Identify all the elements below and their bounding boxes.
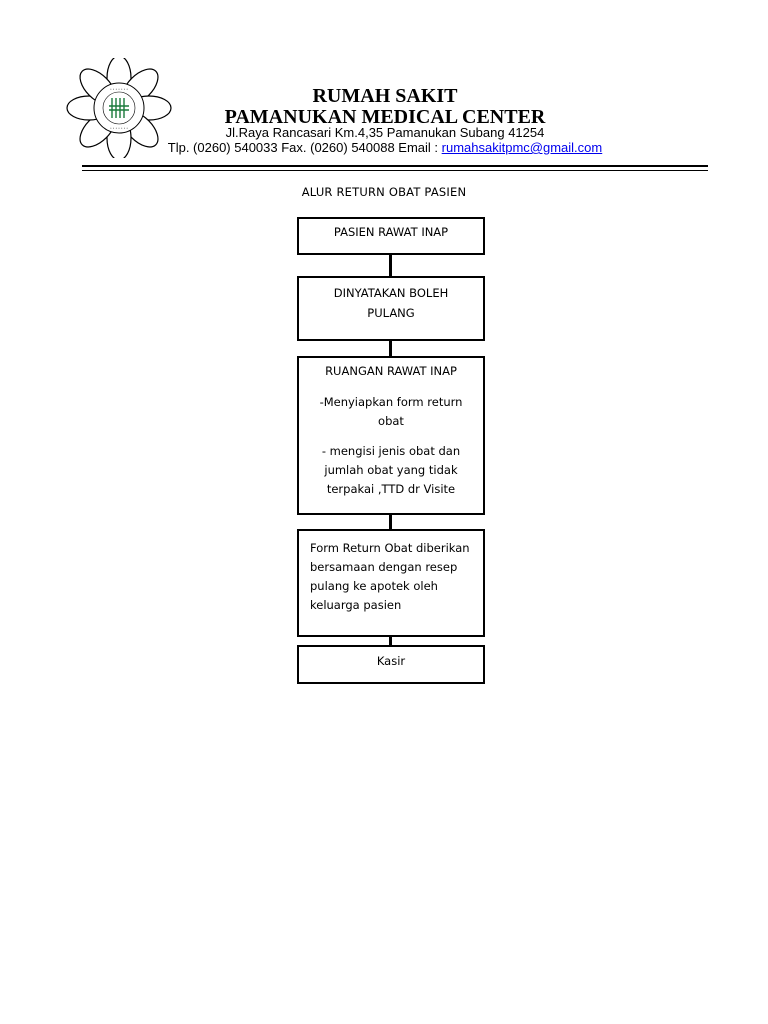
contact-prefix: Tlp. (0260) 540033 Fax. (0260) 540088 Email : [167, 140, 442, 155]
step5-label: Kasir [376, 654, 406, 668]
step4-line3: pulang ke apotek oleh [310, 579, 438, 593]
hospital-title-line1: RUMAH SAKIT [312, 85, 458, 107]
document-title: ALUR RETURN OBAT PASIEN [301, 185, 467, 199]
flow-step-kasir [297, 645, 485, 684]
flow-step-form-return-obat [297, 529, 485, 637]
step4-line2: bersamaan dengan resep [310, 560, 458, 574]
flow-step-ruangan-rawat-inap [297, 356, 485, 515]
header-rule-thin [82, 170, 708, 171]
svg-text:• • • • • • •: • • • • • • • [109, 87, 129, 91]
header-rule-thick [82, 165, 708, 167]
step3-item2-line3: terpakai ,TTD dr Visite [326, 482, 456, 496]
step2-line1: DINYATAKAN BOLEH [333, 286, 449, 300]
hospital-title-line2: PAMANUKAN MEDICAL CENTER [224, 106, 546, 128]
step3-item1-line2: obat [378, 414, 404, 428]
hospital-contact [160, 140, 610, 155]
email-link[interactable]: rumahsakitpmc@gmail.com [441, 140, 603, 155]
flow-step-pasien-rawat-inap [297, 217, 485, 255]
step3-item2-line1: - mengisi jenis obat dan [321, 444, 461, 458]
flow-step-dinyatakan-boleh-pulang [297, 276, 485, 341]
step4-line4: keluarga pasien [310, 598, 402, 612]
step4-line1: Form Return Obat diberikan [310, 541, 470, 555]
connector-1 [389, 253, 392, 278]
hospital-address: Jl.Raya Rancasari Km.4,35 Pamanukan Subang 41254 [225, 125, 545, 140]
step3-item2-line2: jumlah obat yang tidak [324, 463, 458, 477]
svg-text:• • • • • • •: • • • • • • • [109, 126, 129, 130]
step2-line2: PULANG [367, 306, 415, 320]
step3-item1-line1: -Menyiapkan form return [319, 395, 463, 409]
step3-title: RUANGAN RAWAT INAP [325, 364, 457, 378]
step1-label: PASIEN RAWAT INAP [333, 225, 449, 239]
